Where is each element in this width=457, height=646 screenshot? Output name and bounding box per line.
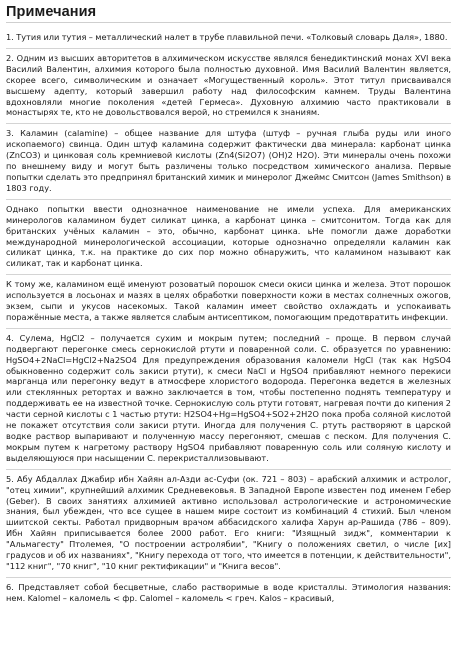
note-1: 1. Тутия или тутия – металлический налет в трубе плавильной печи. «Толковый словарь Даля», 1880. [6, 28, 451, 49]
notes-list [6, 28, 451, 609]
note-4: 4. Сулема, HgCl2 – получается сухим и мокрым путем; последний – проще. В первом случай подвергают перегонке смесь сернокислой ртути и поваренной соли. С. образуется по уравнению: HgSO4+2NaCl=HgCl2+Na2SO4 Для предупреждения образования каломели HgCl (так как HgSO4 обыкновенно содержит соль закиси ртути), к смеси NaCl и HgSO4 прибавляют немного перекиси марганца или перегонку ведут в атмосфере хлористого водорода. Перегонка ведется в железных или стеклянных ретортах и важно заключается в том, чтобы постепенно поднять температуру и поддерживать ее на известной точке. Сернокислую соль ртути готовят, нагревая почти до кипения 2 части серной кислоты с 1 частью ртути: H2SO4+Hg=HgSO4+SO2+2H2O пока проба соляной кислотой не покажет отсутствия соли закиси ртути. Иногда для получения С. ртуть растворяют в царской водке раствор выпаривают и полученную массу перегоняют, смешав с песком. Для получения С. мокрым путем к нагретому раствору HgSO4 прибавляют поваренную соль или соляную кислоту и выделяющуюся при насыщении С. перекристаллизовывают. [6, 329, 451, 470]
page-title: Примечания [6, 4, 451, 23]
note-5: 5. Абу Абдаллах Джабир ибн Хайян ал-Азди ас-Суфи (ок. 721 – 803) – арабский алхимик и астролог, "отец химии", крупнейший алхимик Средневековья. В Западной Европе известен под именем Гебер (Geber). В своих занятиях алхимией активно использовал астрологические и астрономические знания, был убежден, что все сущее в нашем мире состоит из комбинаций 4 стихий. Был членом шиитской секты. Работал придворным врачом аббасидского халифа Харун ар-Рашида (786 – 809). Ибн Хайян приписывается более 2000 работ. Его книги: "Изящный зидж", комментарии к "Альмагесту" Птолемея, "О построении астролябии", "Книгу о положениях светил, о числе [их] градусов и об их названиях", "Книгу перехода от того, что имеется в потенции, к действительности", "112 книг", "70 книг", "10 книг ректификации" и "Книга весов". [6, 470, 451, 578]
note-3: 3. Каламин (calamine) – общее название для штуфа (штуф – ручная глыба руды или иного ископаемого) свинца. Один штуф каламина содержит фактически два минерала: карбонат цинка (ZnCO3) и цинковая соль кремниевой кислоты (Zn4(Si2O7) (OH)2 H2O). Эти минералы очень похожи по внешнему виду и могут быть различены только посредством химического анализа. Первые попытки сделать это предпринял британский химик и минеролог Джеймс Смитсон (James Smithson) в 1803 году. [6, 124, 451, 199]
note-2: 2. Одним из высших авторитетов в алхимическом искусстве являлся бенедиктинский монах XVI века Василий Валентин, алхимия которого была полностью духовной. Имя Василий Валентин является, скорее всего, символическим и означает «Могущественный король». Этот титул присваивался высшему адепту, который завершил работу над философским камнем. Труды Валентина вдохновляли многие поколения «детей Гермеса». Духовную алхимию часто практиковали в монастырях те, кто не довольствовался верой, но стремился к знаниям. [6, 49, 451, 124]
note-6: 6. Представляет собой бесцветные, слабо растворимые в воде кристаллы. Этимология названия: нем. Kalomel – каломель < фр. Calomel – каломель < греч. Kalos – красивый, [6, 581, 451, 603]
note-3-continued-2: К тому же, каламином ещё именуют розоватый порошок смеси окиси цинка и железа. Этот порошок используется в лосьонах и мазях в целях обработки поверхности кожи в местах солнечных ожогов, экзем, сыпи и укусов насекомых. Такой каламин имеет свойство охлаждать и успокаивать поражённые места, а также является слабым антисептиком, помогающим предотвратить инфекции. [6, 275, 451, 329]
note-3-continued-1: Однако попытки ввести однозначное наименование не имели успеха. Для американских минерологов каламином будет силикат цинка, а карбонат цинка – смитсонитом. Тогда как для британских учёных каламин – это, обычно, карбонат цинка. ьНе помогли даже доработки международной минерологической ассоциации, которые однозначно определяли каламин как силикат цинка, т.к. на практике до сих пор можно обнаружить, что каламином называют как силикат, так и карбонат цинка. [6, 200, 451, 275]
